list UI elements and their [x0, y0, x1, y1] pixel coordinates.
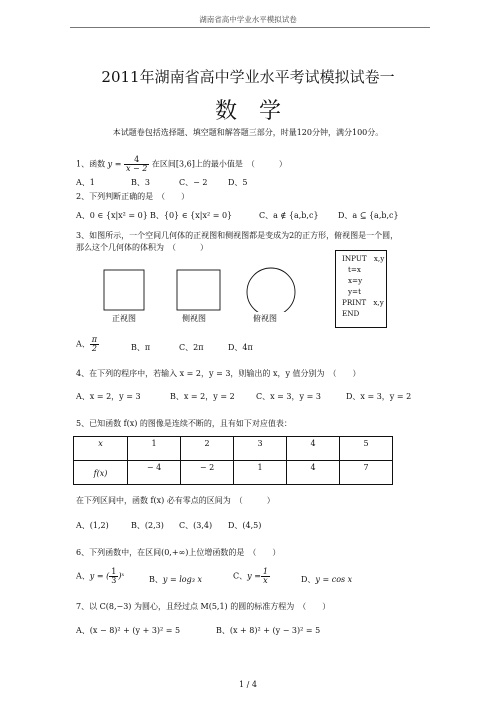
table-cell: 3	[234, 437, 287, 461]
top-view-label: 俯视图	[253, 314, 277, 323]
question-1-prefix: 1、函数	[76, 159, 106, 169]
table-cell: 4	[287, 437, 340, 461]
table-cell: 7	[340, 461, 393, 485]
side-view-square	[177, 270, 220, 310]
table-row	[74, 437, 393, 461]
front-view-label: 正视图	[112, 314, 136, 323]
fraction-numerator: 1	[111, 567, 117, 576]
question-6-option-d: D、y = cos x	[301, 575, 353, 584]
question-6-option-c: C、y = $\frac{1}{x}$	[233, 567, 268, 585]
program-code-box	[335, 250, 387, 328]
fraction-denominator: 2	[91, 344, 97, 353]
question-4-stem: 4、在下列的程序中，若输入 x = 2，y = 3，则输出的 x，y 值分别为 （ ）	[76, 369, 361, 378]
program-line: PRINT x,y	[342, 298, 384, 307]
question-5-option-c: C、(3,4)	[179, 521, 213, 530]
program-line: INPUT x,y	[342, 254, 385, 263]
question-2-option-b: B、{0} ∈ {x|x² = 0}	[150, 211, 233, 220]
question-3-option-b: B、π	[131, 343, 151, 352]
fraction-denominator: 3	[111, 576, 117, 585]
fraction-numerator: 4	[124, 156, 149, 165]
value-table	[73, 436, 393, 485]
question-2-option-d: D、a ⊆ {a,b,c}	[338, 211, 399, 220]
table-cell: 1	[128, 437, 181, 461]
question-6-stem: 6、下列函数中，在区间(0,+∞)上位增函数的是 （ ）	[76, 548, 281, 557]
running-header: 湖南省高中学业水平模拟试卷	[199, 15, 297, 24]
fraction-denominator: x − 2	[125, 164, 148, 173]
question-5-option-d: D、(4,5)	[228, 521, 262, 530]
question-7-option-b: B、(x + 8)² + (y − 3)² = 5	[216, 626, 321, 635]
question-3-option-c: C、2π	[179, 343, 204, 352]
fraction-numerator: π	[91, 335, 98, 344]
question-2-option-c: C、a ∉ {a,b,c}	[259, 211, 319, 220]
question-2-stem: 2、下列判断正确的是 （ ）	[76, 192, 190, 201]
table-cell: − 4	[128, 461, 181, 485]
table-header-fx: f(x)	[74, 461, 128, 485]
exam-title: 2011年湖南省高中学业水平考试模拟试卷一	[101, 68, 395, 86]
table-cell: 5	[340, 437, 393, 461]
question-4-option-c: C、x = 3，y = 3	[256, 392, 321, 401]
question-4-option-d: D、x = 3，y = 2	[346, 392, 412, 401]
fraction-numerator: 1	[262, 567, 268, 576]
question-7-option-a: A、(x − 8)² + (y + 3)² = 5	[76, 626, 181, 635]
question-5-stem-2: 在下列区间中，函数 f(x) 必有零点的区间为 （ ）	[76, 496, 275, 505]
question-1-option-d: D、5	[228, 178, 248, 187]
program-line: END	[342, 309, 360, 318]
question-1-option-c: C、− 2	[179, 178, 208, 187]
question-3-option-a: A、 $\frac{\pi}{2}$	[76, 335, 98, 353]
question-1-suffix: 在区间[3,6]上的最小值是 （ ）	[151, 159, 287, 169]
side-view-label: 侧视图	[182, 314, 206, 323]
question-4-option-b: B、x = 2，y = 2	[170, 392, 235, 401]
question-5-option-b: B、(2,3)	[131, 521, 164, 530]
table-cell: 4	[287, 461, 340, 485]
question-1-lhs: y =	[107, 159, 122, 169]
question-1	[76, 156, 287, 173]
program-line: y=t	[348, 287, 361, 296]
page-number: 1 / 4	[239, 680, 257, 689]
three-view-figure	[100, 264, 320, 312]
question-6-option-b: B、y = log₃ x	[149, 575, 202, 584]
table-cell: 2	[181, 437, 234, 461]
question-5-stem: 5、已知函数 f(x) 的图像是连续不断的，且有如下对应值表：	[76, 419, 292, 428]
question-1-option-a: A、1	[76, 178, 95, 187]
table-header-x: x	[74, 437, 128, 461]
top-view-circle	[247, 268, 295, 312]
table-row	[74, 461, 393, 485]
exam-instructions: 本试题卷包括选择题、填空题和解答题三部分，时量120分钟，满分100分。	[112, 128, 384, 137]
program-line: x=y	[348, 276, 363, 285]
question-3-stem-line-1: 3、如图所示，一个空间几何体的正视图和侧视图都是变成为2的正方形，俯视图是一个圆，	[76, 231, 399, 240]
header-divider	[70, 27, 430, 28]
question-1-fraction	[124, 156, 149, 173]
question-7-stem: 7、以 C(8,−3) 为圆心，且经过点 M(5,1) 的圆的标准方程为 （ ）	[76, 602, 331, 611]
question-2-option-a: A、0 ∈ {x|x² = 0}	[76, 211, 148, 220]
front-view-square	[104, 270, 144, 310]
subject-heading: 数学	[214, 99, 303, 124]
table-cell: 1	[234, 461, 287, 485]
question-4-option-a: A、x = 2，y = 3	[76, 392, 141, 401]
question-3-stem-line-2: 那么这个几何体的体积为 （ ）	[76, 243, 208, 252]
question-6-option-a: A、y = ( $\frac{1}{3}$ )ˣ	[76, 567, 125, 585]
fraction-denominator: x	[263, 576, 268, 585]
question-5-option-a: A、(1,2)	[76, 521, 109, 530]
table-cell: − 2	[181, 461, 234, 485]
question-1-option-b: B、3	[131, 178, 150, 187]
question-3-option-d: D、4π	[228, 343, 253, 352]
program-line: t=x	[348, 265, 361, 274]
